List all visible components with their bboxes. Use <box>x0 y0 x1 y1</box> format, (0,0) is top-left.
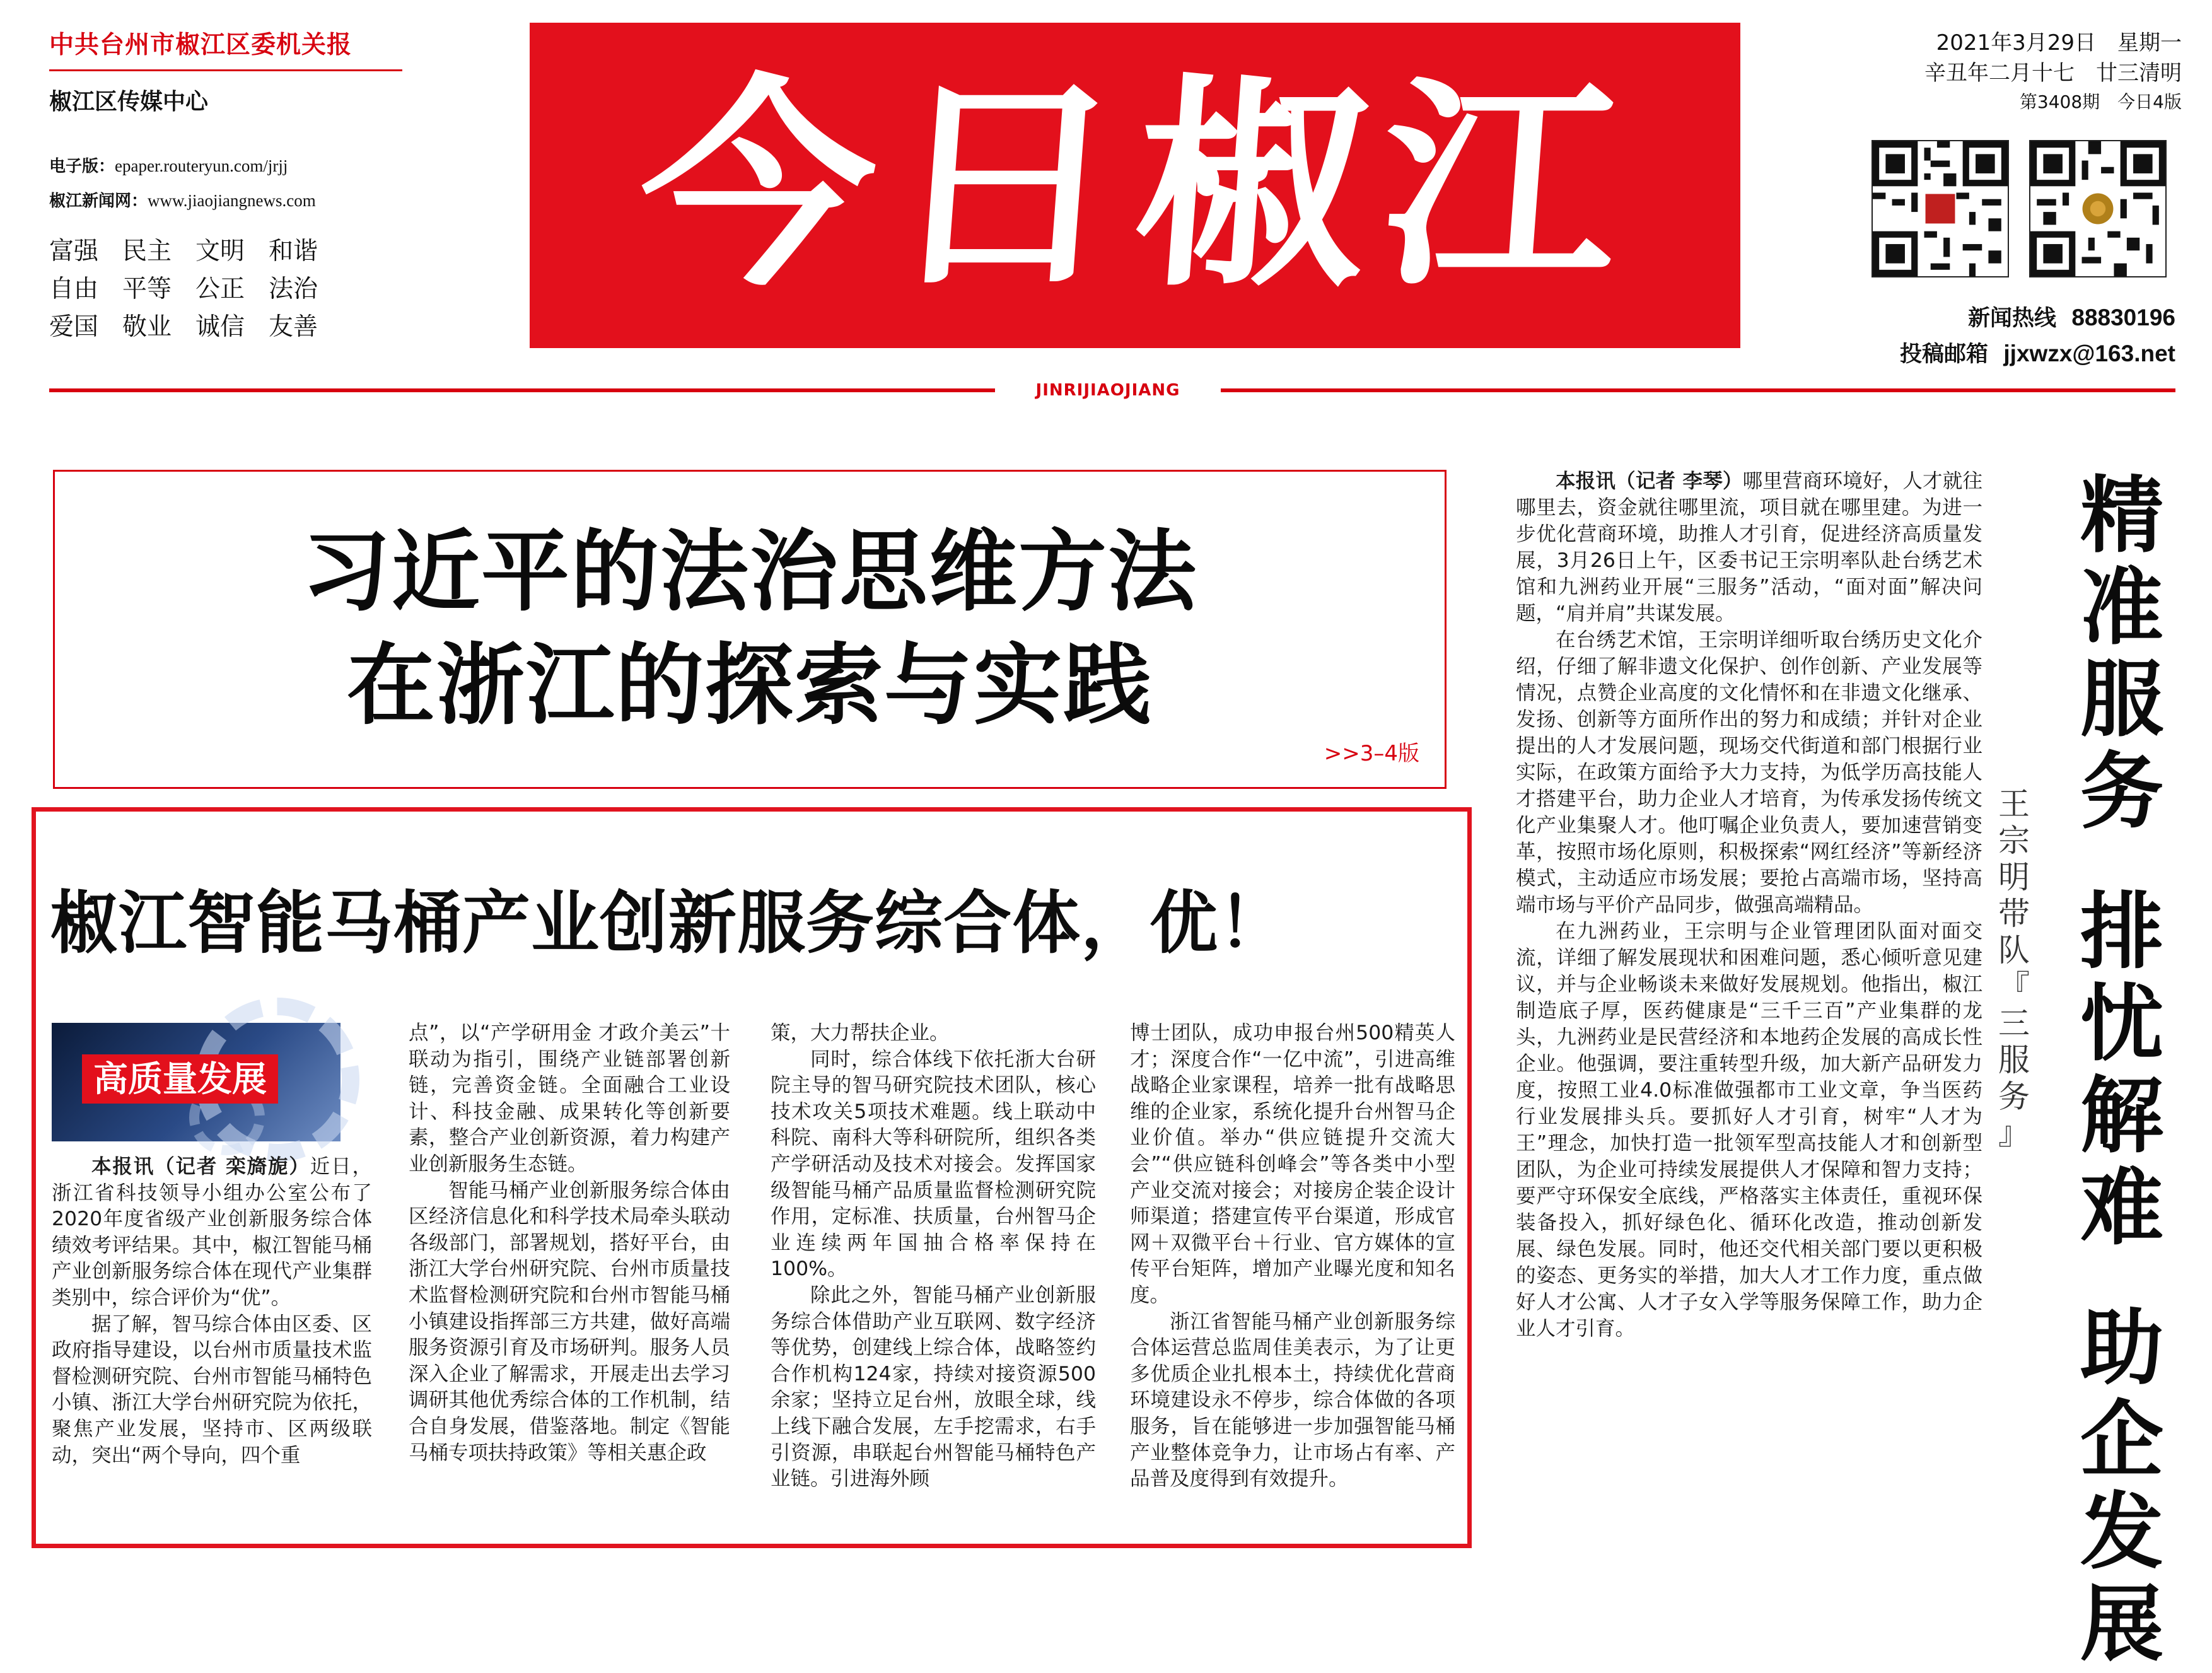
contact-info <box>1866 300 2175 372</box>
story-paragraph: 点”，以“产学研用金 才政介美云”十联动为指引，围绕产业链部署创新链，完善资金链。全面融合工业设计、科技金融、成果转化等创新要素，整合产业创新资源，着力构建产业创新服务生态链。 <box>409 1022 730 1175</box>
media-center-label: 椒江区传媒中心 <box>49 89 209 115</box>
feature-headline-box[interactable] <box>53 470 1447 789</box>
lunar-date: 辛丑年二月十七 廿三清明 <box>1924 61 2182 86</box>
vertical-headline-char: 精 <box>2080 467 2163 564</box>
qr-pattern <box>2030 141 2165 276</box>
vertical-headline-char: 忧 <box>2080 976 2163 1073</box>
vertical-subtitle-char: 『 <box>1998 969 2030 1005</box>
newspaper-title: 今日椒江 <box>631 54 1639 317</box>
vertical-subtitle-char: 』 <box>1998 1115 2030 1151</box>
epaper-line: 电子版：epaper.routeryun.com/jrjj <box>49 156 288 176</box>
newsnet-line: 椒江新闻网：www.jiaojiangnews.com <box>49 191 316 211</box>
core-value: 民主 <box>122 237 172 265</box>
vertical-headline-char: 排 <box>2080 883 2163 981</box>
byline: 本报讯（记者 李琴） <box>1556 470 1743 493</box>
story-paragraph: 除此之外，智能马桶产业创新服务综合体借助产业互联网、数字经济等优势，创建线上综合体，战略签约合作机构124家，持续对接资源500余家；坚持立足台州，放眼全球，线上线下融合发展，左手挖需求，右手引资源，串联起台州智能马桶特色产业链。引进海外顾 <box>771 1283 1096 1491</box>
epaper-link[interactable]: epaper.routeryun.com/jrjj <box>115 156 288 175</box>
page-reference[interactable]: >>3–4版 <box>1324 741 1419 766</box>
email-label: 投稿邮箱 <box>1900 342 1989 367</box>
vertical-subtitle-char: 服 <box>1998 1042 2030 1078</box>
badge-label: 高质量发展 <box>82 1054 278 1104</box>
email-value[interactable]: jjxwzx@163.net <box>2003 341 2175 366</box>
vertical-headline-char: 服 <box>2080 651 2163 749</box>
vertical-headline-char: 解 <box>2080 1068 2163 1165</box>
vertical-subtitle-char: 王 <box>1998 786 2030 822</box>
story-paragraph: 据了解，智马综合体由区委、区政府指导建设，以台州市质量技术监督检测研究院、台州市智能马桶特色小镇、浙江大学台州研究院为依托，聚焦产业发展，坚持市、区两级联动，突出“两个导向，四个重 <box>52 1312 372 1467</box>
story-column-2 <box>409 1020 730 1466</box>
party-underline <box>49 69 402 71</box>
feature-headline-line1: 习近平的法治思维方法 <box>301 521 1197 624</box>
vertical-headline-char: 难 <box>2080 1160 2163 1257</box>
story-paragraph: 浙江省智能马桶产业创新服务综合体运营总监周佳美表示，为了让更多优质企业扎根本土，持续优化营商环境建设永不停步，综合体做的各项服务，旨在能够进一步加强智能马桶产业整体竞争力，让市场占有率、产品普及度得到有效提升。 <box>1130 1310 1455 1491</box>
core-value: 友善 <box>269 313 318 341</box>
story-column-4 <box>1130 1020 1455 1493</box>
core-value: 爱国 <box>49 313 99 341</box>
vertical-subtitle-char: 三 <box>1998 1005 2030 1042</box>
story-paragraph: 同时，综合体线下依托浙大台研院主导的智马研究院技术团队，核心技术攻关5项技术难题。线上联动中科院、南科大等科研院所，组织各类产学研活动及技术对接会。发挥国家级智能马桶产品质量监督检测研究院作用，定标准、扶质量，台州智马企业连续两年国抽合格率保持在100%。 <box>771 1047 1096 1281</box>
vertical-headline-char: 务 <box>2080 743 2163 841</box>
hotline-value: 88830196 <box>2071 305 2175 330</box>
story-column-3 <box>771 1020 1096 1493</box>
issue-number: 第3408期 今日4版 <box>2019 91 2182 112</box>
story-paragraph: 在九洲药业，王宗明与企业管理团队面对面交流，详细了解发展现状和困难问题，悉心倾听意见建议，并与企业畅谈未来做好发展规划。他指出，椒江制造底子厚，医药健康是“三千三百”产业集群的龙头，九洲药业是民营经济和本地药企发展的高成长性企业。他强调，要注重转型升级，加大新产品研发力度，按照工业4.0标准做强都市工业文章，争当医药行业发展排头兵。要抓好人才引育，树牢“人才为王”理念，加快打造一批领军型高技能人才和创新型团队，为企业可持续发展提供人才保障和智力支持；要严守环保安全底线，严格落实主体责任，重视环保装备投入，抓好绿色化、循环化改造，推动创新发展、绿色发展。同时，他还交代相关部门要以更积极的姿态、更务实的举措，加大人才工作力度，重点做好人才公寓、人才子女入学等服务保障工作，助力企业人才引育。 <box>1516 920 1982 1340</box>
party-label: 中共台州市椒江区委机关报 <box>49 31 352 59</box>
core-value: 文明 <box>195 237 245 265</box>
masthead-left <box>49 25 491 344</box>
vertical-subtitle-char: 带 <box>1998 895 2030 932</box>
vertical-subtitle-char: 宗 <box>1998 822 2030 859</box>
qr-code-icon[interactable] <box>2029 140 2167 277</box>
vertical-subtitle-char: 队 <box>1998 932 2030 969</box>
issue-date: 2021年3月29日 星期一 <box>1936 30 2182 55</box>
web-links <box>49 149 491 218</box>
email-line <box>1866 336 2175 372</box>
vertical-headline-char: 企 <box>2080 1392 2163 1489</box>
story-column-1 <box>52 1154 372 1469</box>
vertical-headline <box>2062 467 2182 1673</box>
masthead-right <box>1866 28 2182 116</box>
core-value: 平等 <box>122 275 172 303</box>
vertical-headline-gap <box>2062 1254 2182 1302</box>
byline: 本报讯（记者 栾旖旎） <box>91 1155 310 1178</box>
vertical-headline-char: 发 <box>2080 1484 2163 1581</box>
story-paragraph: 在台绣艺术馆，王宗明详细听取台绣历史文化介绍，仔细了解非遗文化保护、创作创新、产业发展等情况，点赞企业高度的文化情怀和在非遗文化继承、发扬、创新等方面所作出的努力和成绩；并针对企业提出的人才发展问题，现场交代街道和部门根据行业实际，在政策方面给予大力支持，为低学历高技能人才搭建平台，助力企业人才培育，为传承发扬传统文化产业集聚人才。他叮嘱企业负责人，要加速营销变革，按照市场化原则，积极探索“网红经济”等新经济模式，主动适应市场发展；要抢占高端市场，坚持高端市场与平价产品同步，做强高端精品。 <box>1516 629 1982 916</box>
qr-pattern <box>1873 141 2008 276</box>
section-badge <box>52 1023 341 1141</box>
core-value: 自由 <box>49 275 99 303</box>
feature-headline-line2: 在浙江的探索与实践 <box>346 634 1153 737</box>
hotline-label: 新闻热线 <box>1967 306 2056 331</box>
vertical-subtitle-char: 明 <box>1998 859 2030 895</box>
masthead-nameplate <box>530 23 1740 348</box>
pinyin-label: JINRIJIAOJIANG <box>995 378 1221 402</box>
core-value: 诚信 <box>195 313 245 341</box>
hotline-line <box>1866 300 2175 336</box>
story-paragraph: 本报讯（记者 栾旖旎）近日，浙江省科技领导小组办公室公布了2020年度省级产业创新服务综合体绩效考评结果。其中，椒江智能马桶产业创新服务综合体在现代产业集群类别中，综合评价为“优”。 <box>52 1155 372 1309</box>
vertical-headline-char: 准 <box>2080 559 2163 656</box>
core-values <box>49 235 491 344</box>
core-value: 法治 <box>269 275 318 303</box>
vertical-headline-char: 展 <box>2080 1576 2163 1673</box>
core-value: 公正 <box>195 275 245 303</box>
core-value: 富强 <box>49 237 99 265</box>
vertical-headline-gap <box>2062 838 2182 886</box>
story-paragraph: 本报讯（记者 李琴）哪里营商环境好，人才就往哪里去，资金就往哪里流，项目就在哪里建。为进一步优化营商环境，助推人才引育，促进经济高质量发展，3月26日上午，区委书记王宗明率队赴台绣艺术馆和九洲药业开展“三服务”活动，“面对面”解决问题，“肩并肩”共谋发展。 <box>1516 470 1982 625</box>
qr-code-icon[interactable] <box>1871 140 2009 277</box>
story-paragraph: 博士团队，成功申报台州500精英人才；深度合作“一亿中流”，引进高维战略企业家课程，培养一批有战略思维的企业家，系统化提升台州智马企业价值。举办“供应链提升交流大会”“供应链科创峰会”等各类中小型产业交流对接会；对接房企装企设计师渠道；搭建宣传平台渠道，形成官网＋双微平台＋行业、官方媒体的宣传平台矩阵，增加产业曝光度和知名度。 <box>1130 1022 1455 1307</box>
core-value: 和谐 <box>269 237 318 265</box>
vertical-subtitle-char: 务 <box>1998 1078 2030 1115</box>
vertical-subtitle <box>1994 786 2034 1151</box>
right-story-body <box>1516 468 1982 1342</box>
qr-codes <box>1871 140 2174 289</box>
story-paragraph: 智能马桶产业创新服务综合体由区经济信息化和科学技术局牵头联动各级部门，部署规划，搭好平台，由浙江大学台州研究院、台州市质量技术监督检测研究院和台州市智能马桶小镇建设指挥部三方共建，做好高端服务资源引育及市场研判。服务人员深入企业了解需求，开展走出去学习调研其他优秀综合体的工作机制，结合自身发展，借鉴落地。制定《智能马桶专项扶持政策》等相关惠企政 <box>409 1179 730 1464</box>
core-value: 敬业 <box>122 313 172 341</box>
main-story-headline: 椒江智能马桶产业创新服务综合体，优！ <box>50 884 1288 963</box>
newsnet-link[interactable]: www.jiaojiangnews.com <box>148 191 316 210</box>
vertical-headline-char: 助 <box>2080 1300 2163 1397</box>
story-paragraph: 策，大力帮扶企业。 <box>771 1022 950 1044</box>
